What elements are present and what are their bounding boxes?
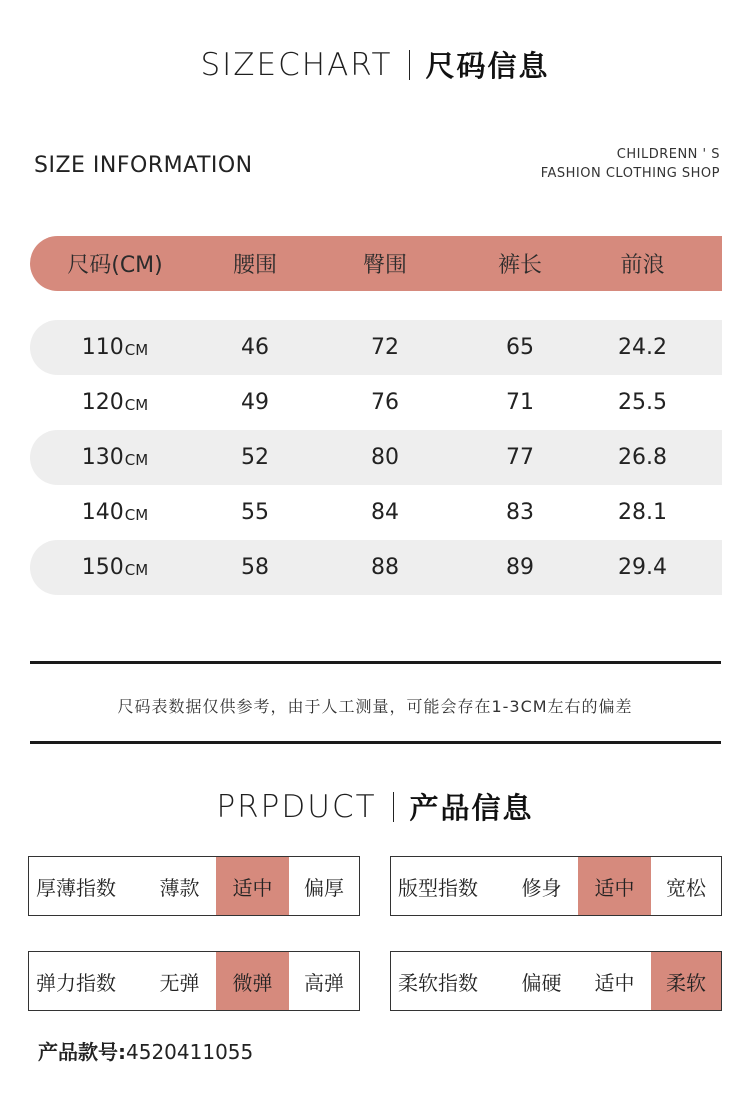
title-divider [409,50,410,80]
shop-line-2: FASHION CLOTHING SHOP [540,166,720,181]
product-model-number [38,1036,253,1065]
header-size: 尺码(CM) [67,253,163,278]
waist-cell: 49 [241,390,269,415]
option-hard: 偏硬 [521,970,562,995]
measurement-note: 尺码表数据仅供参考，由于人工测量，可能会存在1-3CM左右的偏差 [117,697,633,716]
model-label: 产品款号: [38,1040,126,1064]
length-cell: 89 [506,555,534,580]
option-soft-selected: 柔软 [651,952,721,1010]
length-cell: 71 [506,390,534,415]
shop-tagline [541,145,720,183]
divider-top [30,661,721,664]
hip-cell: 84 [371,500,399,525]
hip-cell: 80 [371,445,399,470]
header-hip: 臀围 [362,253,407,278]
size-cell: 110 CM [81,335,149,360]
hip-cell: 72 [371,335,399,360]
length-cell: 83 [506,500,534,525]
option-high-stretch: 高弹 [304,970,344,995]
sizechart-title-en: SIZECHART [200,46,393,83]
sizechart-title [0,44,750,85]
option-medium-selected: 适中 [578,857,651,915]
title-divider [393,792,394,822]
length-cell: 77 [506,445,534,470]
table-row [30,375,722,430]
option-thin: 薄款 [159,875,200,900]
product-title [0,786,750,827]
table-row [30,320,722,375]
product-title-en: PRPDUCT [216,788,377,825]
option-no-stretch: 无弹 [159,970,200,995]
waist-cell: 52 [241,445,269,470]
table-row [30,540,722,595]
rise-cell: 26.8 [618,445,667,470]
hip-cell: 88 [371,555,399,580]
waist-cell: 55 [241,500,269,525]
product-title-cn: 产品信息 [409,791,534,825]
property-label: 版型指数 [398,875,478,900]
property-label: 弹力指数 [36,970,116,995]
option-medium: 适中 [594,970,635,995]
waist-cell: 46 [241,335,269,360]
size-table-header [30,236,722,291]
option-loose: 宽松 [666,875,706,900]
option-slim: 修身 [521,875,562,900]
divider-bottom [30,741,721,744]
property-label: 厚薄指数 [36,875,116,900]
rise-cell: 28.1 [618,500,667,525]
size-information-subtitle: SIZE INFORMATION [34,153,253,178]
table-row [30,485,722,540]
size-cell: 150 CM [81,555,149,580]
waist-cell: 58 [241,555,269,580]
rise-cell: 25.5 [618,390,667,415]
sizechart-title-cn: 尺码信息 [425,49,550,83]
rise-cell: 24.2 [618,335,667,360]
table-row [30,430,722,485]
property-label: 柔软指数 [398,970,478,995]
hip-cell: 76 [371,390,399,415]
model-value: 4520411055 [126,1040,254,1064]
shop-line-1: CHILDRENN ' S [616,147,720,162]
option-slight-stretch-selected: 微弹 [216,952,289,1010]
header-rise: 前浪 [620,253,665,278]
size-cell: 120 CM [81,390,149,415]
header-waist: 腰围 [232,253,277,278]
rise-cell: 29.4 [618,555,667,580]
length-cell: 65 [506,335,534,360]
option-thick: 偏厚 [304,875,344,900]
size-cell: 130 CM [81,445,149,470]
property-thickness [28,856,360,916]
property-elasticity [28,951,360,1011]
option-medium-selected: 适中 [216,857,289,915]
property-softness [390,951,722,1011]
property-fit [390,856,722,916]
size-cell: 140 CM [81,500,149,525]
header-length: 裤长 [497,253,542,278]
